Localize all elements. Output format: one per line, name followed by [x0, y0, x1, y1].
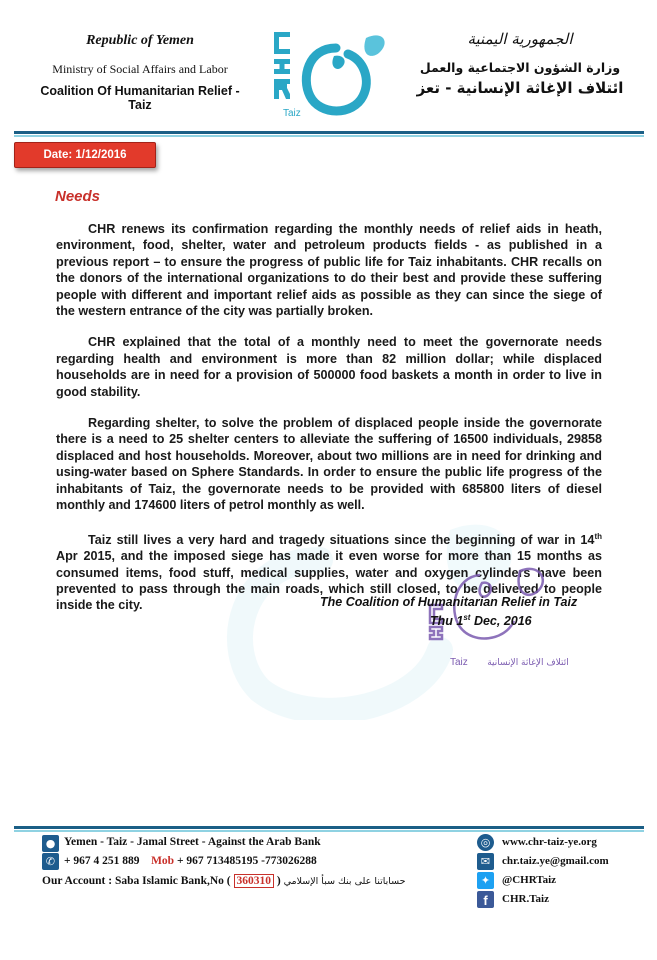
stamp-taiz: Taiz [450, 657, 468, 668]
paragraph-4-part-2: Apr 2015, and the imposed siege has made it even worse for more than 15 months as consumed items, food stuff, medical supplies, water and oxygen cylinders have been prevented to pass through the main roads, which still closed, to be delivered to people inside the city. [56, 549, 602, 613]
leaf-logo-icon [306, 35, 384, 111]
paragraph-2: CHR explained that the total of a monthly need to meet the governorate needs regarding health and environment is more than 82 million dollar; while displaced households are in need for a provision of 500000 food baskets a month in order to live in good stability. [56, 335, 602, 399]
footer-email[interactable]: chr.taiz.ye@gmail.com [502, 855, 609, 867]
signature-date-part-2: Dec, 2016 [470, 614, 532, 629]
signature-date-sup: st [463, 613, 471, 622]
header-arabic [405, 30, 635, 97]
signature-date [430, 613, 532, 628]
logo-taiz-label: Taiz [283, 108, 301, 119]
signature-organization: The Coalition of Humanitarian Relief in Taiz [320, 595, 578, 609]
footer-account: Our Account : Saba Islamic Bank,No ( 360310 ) حساباتنا على بنك سبأ الإسلامي [42, 875, 406, 887]
header-divider [14, 131, 644, 134]
footer-divider-light [14, 830, 644, 832]
header-divider-light [14, 135, 644, 137]
header-ministry-arabic: وزارة الشؤون الاجتماعية والعمل [419, 60, 621, 75]
footer-phones [64, 855, 317, 867]
footer-divider [14, 826, 644, 829]
globe-icon: ◎ [477, 834, 494, 851]
header-coalition-arabic: ائتلاف الإغاثة الإنسانية - تعز [416, 79, 624, 97]
footer-phone: + 967 4 251 889 [64, 855, 140, 867]
footer-facebook[interactable]: CHR.Taiz [502, 893, 549, 905]
footer-account-arabic: حساباتنا على بنك سبأ الإسلامي [283, 876, 406, 887]
footer-address: Yemen - Taiz - Jamal Street - Against the Arab Bank [64, 836, 321, 848]
header-republic-arabic: الجمهورية اليمنية [467, 30, 573, 48]
header-republic: Republic of Yemen [86, 33, 194, 48]
page-title: Needs [55, 188, 101, 205]
footer-account-label: Our Account : Saba Islamic Bank,No [42, 875, 224, 887]
paragraph-3: Regarding shelter, to solve the problem of displaced people inside the governorate there is a need to 25 shelter centers to alleviate the suffering of 16500 individuals, 29858 displaced and host households. Moreover, about two millions are in need for drinking and using-water based on Sphere Standards. In order to ensure the public life progress of the inhabitants of Taiz, the governorate needs to be provided with 685800 liters of diesel monthly and 174600 liters of petrol monthly as well. [56, 416, 602, 513]
phone-icon: ✆ [42, 853, 59, 870]
map-pin-icon: ● [42, 835, 59, 852]
footer-mobile: + 967 713485195 -773026288 [176, 855, 317, 867]
twitter-icon: ✦ [477, 872, 494, 889]
date-badge: Date: 1/12/2016 [14, 142, 156, 168]
paragraph-4-part-1: Taiz still lives a very hard and tragedy situations since the beginning of war in 14 [88, 532, 595, 547]
paragraph-4-sup: th [594, 531, 602, 541]
signature-date-part-1: Thu 1 [430, 614, 464, 629]
footer-twitter[interactable]: @CHRTaiz [502, 874, 557, 886]
footer-website[interactable]: www.chr-taiz-ye.org [502, 836, 597, 848]
footer-mob-label: Mob [151, 855, 175, 867]
chr-logo-letters-icon [274, 32, 290, 99]
footer-account-number: 360310 [234, 874, 275, 888]
stamp-logo-text: CHR [436, 613, 439, 614]
header-coalition: Coalition Of Humanitarian Relief - Taiz [40, 84, 240, 112]
paragraph-1: CHR renews its confirmation regarding the monthly needs of relief aids in heath, environment, food, shelter, water and petroleum products fields - as published in a previous report – to ensure the progress of public life for Taiz inhabitants. CHR recalls on the donors of the international organizations to do their best and provide these suffering people with different and important relief aids as possible as they can since the siege of the western entrance of the city was partially broken. [56, 222, 602, 319]
header-ministry: Ministry of Social Affairs and Labor [52, 62, 228, 76]
header-english [30, 30, 250, 112]
facebook-icon: f [477, 891, 494, 908]
envelope-icon: ✉ [477, 853, 494, 870]
stamp-arabic: ائتلاف الإغاثة الإنسانية [487, 658, 569, 668]
